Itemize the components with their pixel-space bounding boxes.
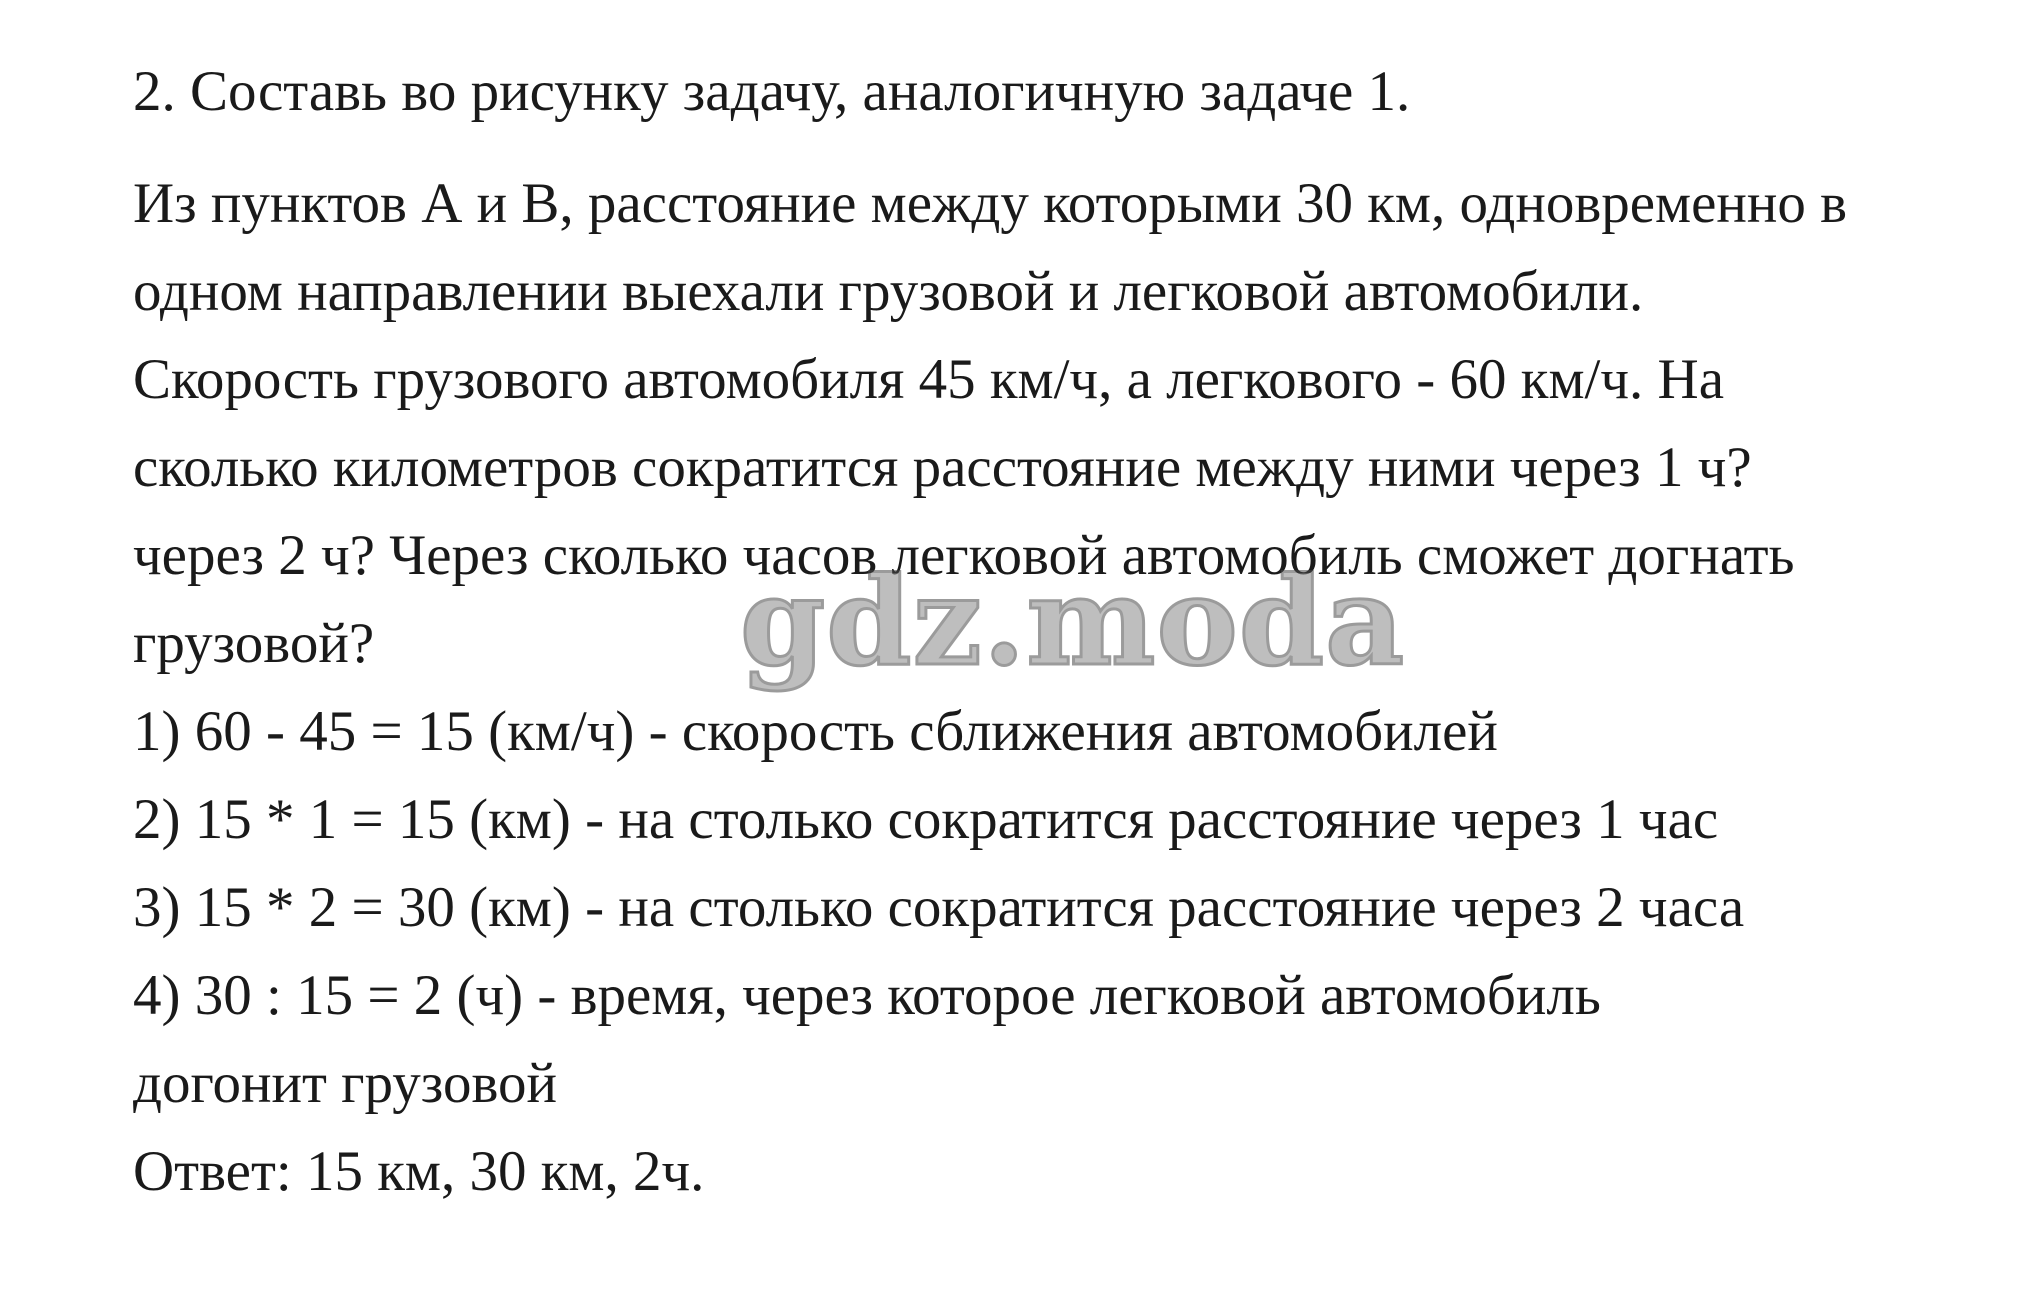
watermark-logo: gdz.moda [740, 549, 1406, 693]
problem-line: одном направлении выехали грузовой и легковой автомобили. [133, 260, 1644, 323]
solution-step: 3) 15 * 2 = 30 (км) - на столько сократится расстояние через 2 часа [133, 876, 1745, 939]
solution-step: 4) 30 : 15 = 2 (ч) - время, через которое легковой автомобиль [133, 964, 1601, 1027]
text-block [133, 48, 2013, 1216]
problem-line: Скорость грузового автомобиля 45 км/ч, а легкового - 60 км/ч. На [133, 348, 1725, 411]
solution-step: догонит грузовой [133, 1052, 557, 1115]
solution-step: 1) 60 - 45 = 15 (км/ч) - скорость сближения автомобилей [133, 700, 1498, 763]
task-title: 2. Составь во рисунку задачу, аналогичную задаче 1. [133, 60, 1411, 123]
problem-line: через 2 ч? Через сколько часов легковой автомобиль сможет догнать [133, 524, 1795, 587]
solution-steps [133, 688, 2013, 1128]
problem-statement [133, 160, 2013, 693]
solution-step: 2) 15 * 1 = 15 (км) - на столько сократится расстояние через 1 час [133, 788, 1719, 851]
problem-line: грузовой? [133, 612, 375, 675]
answer-line: Ответ: 15 км, 30 км, 2ч. [133, 1140, 705, 1203]
problem-line: сколько километров сократится расстояние между ними через 1 ч? [133, 436, 1752, 499]
problem-line: Из пунктов А и В, расстояние между которыми 30 км, одновременно в [133, 172, 1848, 235]
